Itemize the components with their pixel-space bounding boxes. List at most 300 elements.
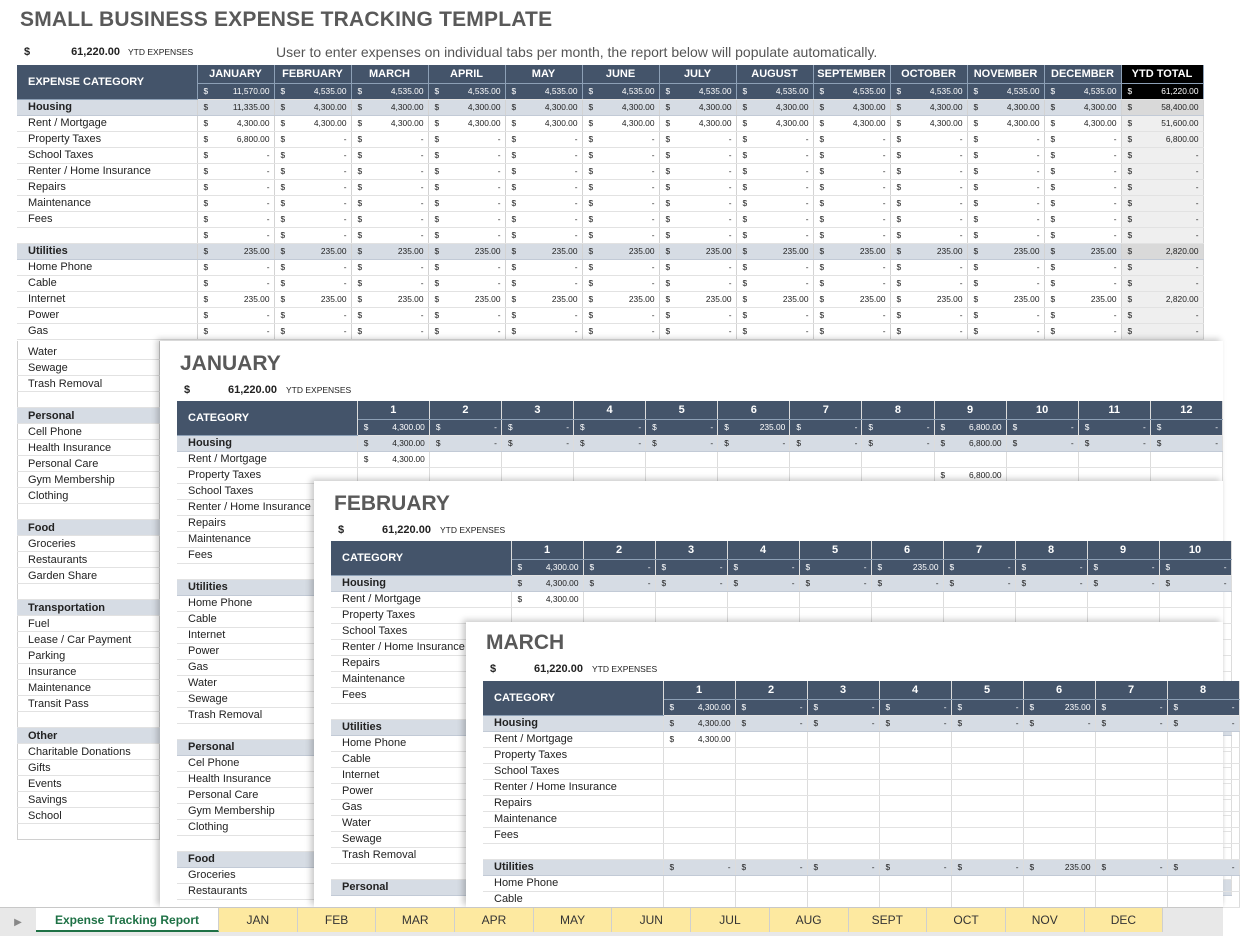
amount-cell[interactable] xyxy=(428,275,505,291)
amount-cell[interactable] xyxy=(727,575,799,591)
amount-cell[interactable] xyxy=(813,291,890,307)
amount-cell[interactable] xyxy=(1044,275,1121,291)
amount-cell[interactable] xyxy=(582,291,659,307)
amount-cell[interactable] xyxy=(890,115,967,131)
amount-cell[interactable] xyxy=(659,243,736,259)
amount-cell[interactable] xyxy=(505,99,582,115)
amount-cell[interactable] xyxy=(718,435,790,451)
day-total-cell[interactable] xyxy=(718,419,790,435)
ytd-cell[interactable] xyxy=(1121,115,1203,131)
amount-cell[interactable] xyxy=(967,243,1044,259)
amount-cell[interactable] xyxy=(274,163,351,179)
amount-cell[interactable] xyxy=(1044,291,1121,307)
amount-cell[interactable] xyxy=(197,307,274,323)
amount-cell[interactable] xyxy=(727,607,799,623)
amount-cell[interactable] xyxy=(1087,591,1159,607)
amount-cell[interactable] xyxy=(736,163,813,179)
amount-cell[interactable] xyxy=(951,747,1023,763)
amount-cell[interactable] xyxy=(735,811,807,827)
amount-cell[interactable] xyxy=(718,451,790,467)
amount-cell[interactable] xyxy=(890,131,967,147)
amount-cell[interactable] xyxy=(735,795,807,811)
amount-cell[interactable] xyxy=(574,435,646,451)
amount-cell[interactable] xyxy=(274,291,351,307)
amount-cell[interactable] xyxy=(951,859,1023,875)
amount-cell[interactable] xyxy=(1023,891,1095,907)
amount-cell[interactable] xyxy=(582,179,659,195)
amount-cell[interactable] xyxy=(1167,875,1239,891)
amount-cell[interactable] xyxy=(813,99,890,115)
amount-cell[interactable] xyxy=(428,163,505,179)
amount-cell[interactable] xyxy=(736,259,813,275)
amount-cell[interactable] xyxy=(357,435,429,451)
amount-cell[interactable] xyxy=(505,291,582,307)
amount-cell[interactable] xyxy=(967,211,1044,227)
amount-cell[interactable] xyxy=(582,163,659,179)
amount-cell[interactable] xyxy=(943,607,1015,623)
amount-cell[interactable] xyxy=(890,147,967,163)
amount-cell[interactable] xyxy=(879,795,951,811)
day-total-cell[interactable] xyxy=(1087,559,1159,575)
amount-cell[interactable] xyxy=(428,323,505,339)
tab-oct[interactable]: OCT xyxy=(927,908,1006,932)
amount-cell[interactable] xyxy=(274,323,351,339)
amount-cell[interactable] xyxy=(967,307,1044,323)
amount-cell[interactable] xyxy=(890,211,967,227)
amount-cell[interactable] xyxy=(663,875,735,891)
amount-cell[interactable] xyxy=(1095,891,1167,907)
ytd-cell[interactable] xyxy=(1121,99,1203,115)
amount-cell[interactable] xyxy=(659,179,736,195)
amount-cell[interactable] xyxy=(1044,259,1121,275)
day-total-cell[interactable] xyxy=(583,559,655,575)
amount-cell[interactable] xyxy=(1044,147,1121,163)
month-total-cell[interactable] xyxy=(351,83,428,99)
amount-cell[interactable] xyxy=(659,275,736,291)
amount-cell[interactable] xyxy=(505,307,582,323)
amount-cell[interactable] xyxy=(1167,731,1239,747)
amount-cell[interactable] xyxy=(197,131,274,147)
amount-cell[interactable] xyxy=(659,227,736,243)
amount-cell[interactable] xyxy=(879,875,951,891)
amount-cell[interactable] xyxy=(1167,811,1239,827)
amount-cell[interactable] xyxy=(1087,607,1159,623)
amount-cell[interactable] xyxy=(1095,795,1167,811)
amount-cell[interactable] xyxy=(967,195,1044,211)
ytd-cell[interactable] xyxy=(1121,259,1203,275)
amount-cell[interactable] xyxy=(505,131,582,147)
amount-cell[interactable] xyxy=(1167,891,1239,907)
amount-cell[interactable] xyxy=(511,591,583,607)
amount-cell[interactable] xyxy=(197,243,274,259)
tab-jun[interactable]: JUN xyxy=(612,908,691,932)
amount-cell[interactable] xyxy=(429,435,501,451)
amount-cell[interactable] xyxy=(501,435,573,451)
amount-cell[interactable] xyxy=(582,227,659,243)
amount-cell[interactable] xyxy=(1015,607,1087,623)
amount-cell[interactable] xyxy=(1167,747,1239,763)
amount-cell[interactable] xyxy=(583,607,655,623)
day-total-cell[interactable] xyxy=(807,699,879,715)
amount-cell[interactable] xyxy=(582,243,659,259)
amount-cell[interactable] xyxy=(1023,715,1095,731)
day-total-cell[interactable] xyxy=(501,419,573,435)
amount-cell[interactable] xyxy=(736,323,813,339)
amount-cell[interactable] xyxy=(735,747,807,763)
amount-cell[interactable] xyxy=(879,843,951,859)
tab-nov[interactable]: NOV xyxy=(1006,908,1085,932)
amount-cell[interactable] xyxy=(351,147,428,163)
amount-cell[interactable] xyxy=(879,891,951,907)
amount-cell[interactable] xyxy=(1150,451,1222,467)
day-total-cell[interactable] xyxy=(1078,419,1150,435)
amount-cell[interactable] xyxy=(879,779,951,795)
amount-cell[interactable] xyxy=(582,323,659,339)
amount-cell[interactable] xyxy=(967,131,1044,147)
amount-cell[interactable] xyxy=(1044,211,1121,227)
amount-cell[interactable] xyxy=(511,575,583,591)
month-total-cell[interactable] xyxy=(582,83,659,99)
amount-cell[interactable] xyxy=(736,179,813,195)
amount-cell[interactable] xyxy=(735,731,807,747)
amount-cell[interactable] xyxy=(967,99,1044,115)
amount-cell[interactable] xyxy=(274,131,351,147)
amount-cell[interactable] xyxy=(663,747,735,763)
ytd-cell[interactable] xyxy=(1121,275,1203,291)
amount-cell[interactable] xyxy=(582,115,659,131)
day-total-cell[interactable] xyxy=(799,559,871,575)
amount-cell[interactable] xyxy=(813,163,890,179)
amount-cell[interactable] xyxy=(813,259,890,275)
amount-cell[interactable] xyxy=(274,307,351,323)
amount-cell[interactable] xyxy=(807,827,879,843)
amount-cell[interactable] xyxy=(274,147,351,163)
amount-cell[interactable] xyxy=(871,607,943,623)
amount-cell[interactable] xyxy=(951,827,1023,843)
amount-cell[interactable] xyxy=(890,259,967,275)
month-total-cell[interactable] xyxy=(736,83,813,99)
amount-cell[interactable] xyxy=(951,795,1023,811)
amount-cell[interactable] xyxy=(1044,163,1121,179)
amount-cell[interactable] xyxy=(1044,227,1121,243)
day-total-cell[interactable] xyxy=(1006,419,1078,435)
amount-cell[interactable] xyxy=(967,147,1044,163)
amount-cell[interactable] xyxy=(1023,843,1095,859)
amount-cell[interactable] xyxy=(428,307,505,323)
amount-cell[interactable] xyxy=(428,259,505,275)
amount-cell[interactable] xyxy=(1044,179,1121,195)
ytd-cell[interactable] xyxy=(1121,131,1203,147)
amount-cell[interactable] xyxy=(659,163,736,179)
amount-cell[interactable] xyxy=(951,843,1023,859)
month-total-cell[interactable] xyxy=(428,83,505,99)
amount-cell[interactable] xyxy=(428,227,505,243)
amount-cell[interactable] xyxy=(274,99,351,115)
amount-cell[interactable] xyxy=(351,323,428,339)
amount-cell[interactable] xyxy=(428,211,505,227)
day-total-cell[interactable] xyxy=(943,559,1015,575)
amount-cell[interactable] xyxy=(951,731,1023,747)
amount-cell[interactable] xyxy=(1087,575,1159,591)
month-total-cell[interactable] xyxy=(1044,83,1121,99)
day-total-cell[interactable] xyxy=(663,699,735,715)
amount-cell[interactable] xyxy=(274,195,351,211)
amount-cell[interactable] xyxy=(274,227,351,243)
day-total-cell[interactable] xyxy=(951,699,1023,715)
amount-cell[interactable] xyxy=(197,115,274,131)
amount-cell[interactable] xyxy=(351,259,428,275)
amount-cell[interactable] xyxy=(197,179,274,195)
amount-cell[interactable] xyxy=(736,291,813,307)
ytd-cell[interactable] xyxy=(1121,323,1203,339)
ytd-cell[interactable] xyxy=(1121,211,1203,227)
amount-cell[interactable] xyxy=(1023,731,1095,747)
amount-cell[interactable] xyxy=(1095,843,1167,859)
amount-cell[interactable] xyxy=(1167,715,1239,731)
amount-cell[interactable] xyxy=(890,275,967,291)
amount-cell[interactable] xyxy=(663,811,735,827)
amount-cell[interactable] xyxy=(351,291,428,307)
amount-cell[interactable] xyxy=(890,291,967,307)
amount-cell[interactable] xyxy=(799,591,871,607)
amount-cell[interactable] xyxy=(663,715,735,731)
amount-cell[interactable] xyxy=(646,435,718,451)
amount-cell[interactable] xyxy=(582,147,659,163)
amount-cell[interactable] xyxy=(351,163,428,179)
amount-cell[interactable] xyxy=(727,591,799,607)
amount-cell[interactable] xyxy=(574,451,646,467)
amount-cell[interactable] xyxy=(879,763,951,779)
amount-cell[interactable] xyxy=(1015,575,1087,591)
month-total-cell[interactable] xyxy=(197,83,274,99)
amount-cell[interactable] xyxy=(879,827,951,843)
amount-cell[interactable] xyxy=(807,747,879,763)
amount-cell[interactable] xyxy=(505,179,582,195)
month-total-cell[interactable] xyxy=(274,83,351,99)
amount-cell[interactable] xyxy=(197,195,274,211)
amount-cell[interactable] xyxy=(951,891,1023,907)
amount-cell[interactable] xyxy=(813,195,890,211)
day-total-cell[interactable] xyxy=(1150,419,1222,435)
amount-cell[interactable] xyxy=(659,291,736,307)
amount-cell[interactable] xyxy=(1159,575,1231,591)
amount-cell[interactable] xyxy=(1167,827,1239,843)
amount-cell[interactable] xyxy=(879,731,951,747)
amount-cell[interactable] xyxy=(1023,763,1095,779)
amount-cell[interactable] xyxy=(1023,795,1095,811)
tab-dec[interactable]: DEC xyxy=(1085,908,1164,932)
amount-cell[interactable] xyxy=(663,795,735,811)
amount-cell[interactable] xyxy=(663,763,735,779)
day-total-cell[interactable] xyxy=(1167,699,1239,715)
day-total-cell[interactable] xyxy=(862,419,934,435)
amount-cell[interactable] xyxy=(1044,323,1121,339)
amount-cell[interactable] xyxy=(659,307,736,323)
amount-cell[interactable] xyxy=(807,875,879,891)
amount-cell[interactable] xyxy=(582,195,659,211)
amount-cell[interactable] xyxy=(807,811,879,827)
tab-sept[interactable]: SEPT xyxy=(849,908,928,932)
amount-cell[interactable] xyxy=(1095,731,1167,747)
amount-cell[interactable] xyxy=(351,99,428,115)
amount-cell[interactable] xyxy=(659,115,736,131)
amount-cell[interactable] xyxy=(351,115,428,131)
month-total-cell[interactable] xyxy=(505,83,582,99)
ytd-cell[interactable] xyxy=(1121,227,1203,243)
amount-cell[interactable] xyxy=(951,715,1023,731)
amount-cell[interactable] xyxy=(879,859,951,875)
ytd-cell[interactable] xyxy=(1121,147,1203,163)
amount-cell[interactable] xyxy=(583,575,655,591)
amount-cell[interactable] xyxy=(197,163,274,179)
amount-cell[interactable] xyxy=(1023,859,1095,875)
amount-cell[interactable] xyxy=(735,827,807,843)
amount-cell[interactable] xyxy=(505,115,582,131)
amount-cell[interactable] xyxy=(505,163,582,179)
amount-cell[interactable] xyxy=(1023,827,1095,843)
amount-cell[interactable] xyxy=(197,259,274,275)
amount-cell[interactable] xyxy=(582,99,659,115)
amount-cell[interactable] xyxy=(505,227,582,243)
amount-cell[interactable] xyxy=(428,147,505,163)
amount-cell[interactable] xyxy=(659,131,736,147)
amount-cell[interactable] xyxy=(1167,859,1239,875)
amount-cell[interactable] xyxy=(505,275,582,291)
amount-cell[interactable] xyxy=(890,323,967,339)
amount-cell[interactable] xyxy=(351,179,428,195)
amount-cell[interactable] xyxy=(274,243,351,259)
day-total-cell[interactable] xyxy=(574,419,646,435)
tab-feb[interactable]: FEB xyxy=(298,908,377,932)
day-total-cell[interactable] xyxy=(1095,699,1167,715)
amount-cell[interactable] xyxy=(890,195,967,211)
amount-cell[interactable] xyxy=(274,275,351,291)
amount-cell[interactable] xyxy=(735,859,807,875)
amount-cell[interactable] xyxy=(1044,99,1121,115)
amount-cell[interactable] xyxy=(890,179,967,195)
amount-cell[interactable] xyxy=(663,843,735,859)
amount-cell[interactable] xyxy=(943,591,1015,607)
amount-cell[interactable] xyxy=(511,607,583,623)
amount-cell[interactable] xyxy=(879,715,951,731)
amount-cell[interactable] xyxy=(736,243,813,259)
amount-cell[interactable] xyxy=(1044,195,1121,211)
amount-cell[interactable] xyxy=(1015,591,1087,607)
amount-cell[interactable] xyxy=(1159,591,1231,607)
amount-cell[interactable] xyxy=(736,275,813,291)
amount-cell[interactable] xyxy=(1167,795,1239,811)
amount-cell[interactable] xyxy=(735,891,807,907)
amount-cell[interactable] xyxy=(1095,779,1167,795)
amount-cell[interactable] xyxy=(879,811,951,827)
amount-cell[interactable] xyxy=(951,763,1023,779)
day-total-cell[interactable] xyxy=(790,419,862,435)
amount-cell[interactable] xyxy=(197,275,274,291)
amount-cell[interactable] xyxy=(197,99,274,115)
amount-cell[interactable] xyxy=(813,243,890,259)
amount-cell[interactable] xyxy=(790,435,862,451)
amount-cell[interactable] xyxy=(862,451,934,467)
ytd-cell[interactable] xyxy=(1121,195,1203,211)
amount-cell[interactable] xyxy=(1095,875,1167,891)
day-total-cell[interactable] xyxy=(357,419,429,435)
amount-cell[interactable] xyxy=(351,211,428,227)
amount-cell[interactable] xyxy=(736,131,813,147)
day-total-cell[interactable] xyxy=(735,699,807,715)
amount-cell[interactable] xyxy=(736,211,813,227)
amount-cell[interactable] xyxy=(813,275,890,291)
ytd-cell[interactable] xyxy=(1121,291,1203,307)
amount-cell[interactable] xyxy=(1167,763,1239,779)
day-total-cell[interactable] xyxy=(879,699,951,715)
amount-cell[interactable] xyxy=(1159,607,1231,623)
tab-aug[interactable]: AUG xyxy=(770,908,849,932)
day-total-cell[interactable] xyxy=(429,419,501,435)
ytd-cell[interactable] xyxy=(1121,179,1203,195)
day-total-cell[interactable] xyxy=(727,559,799,575)
amount-cell[interactable] xyxy=(736,307,813,323)
amount-cell[interactable] xyxy=(428,291,505,307)
amount-cell[interactable] xyxy=(799,575,871,591)
amount-cell[interactable] xyxy=(807,843,879,859)
amount-cell[interactable] xyxy=(890,99,967,115)
amount-cell[interactable] xyxy=(351,195,428,211)
amount-cell[interactable] xyxy=(197,227,274,243)
amount-cell[interactable] xyxy=(351,307,428,323)
amount-cell[interactable] xyxy=(862,435,934,451)
amount-cell[interactable] xyxy=(735,715,807,731)
amount-cell[interactable] xyxy=(967,291,1044,307)
amount-cell[interactable] xyxy=(659,195,736,211)
tab-expense-tracking-report[interactable]: Expense Tracking Report xyxy=(36,908,219,932)
month-total-cell[interactable] xyxy=(967,83,1044,99)
day-total-cell[interactable] xyxy=(934,419,1006,435)
amount-cell[interactable] xyxy=(807,795,879,811)
amount-cell[interactable] xyxy=(1044,243,1121,259)
tab-apr[interactable]: APR xyxy=(455,908,534,932)
amount-cell[interactable] xyxy=(428,131,505,147)
amount-cell[interactable] xyxy=(351,275,428,291)
amount-cell[interactable] xyxy=(1078,435,1150,451)
amount-cell[interactable] xyxy=(274,115,351,131)
amount-cell[interactable] xyxy=(813,307,890,323)
amount-cell[interactable] xyxy=(351,227,428,243)
amount-cell[interactable] xyxy=(967,163,1044,179)
amount-cell[interactable] xyxy=(197,291,274,307)
amount-cell[interactable] xyxy=(655,591,727,607)
amount-cell[interactable] xyxy=(1095,811,1167,827)
amount-cell[interactable] xyxy=(357,451,429,467)
amount-cell[interactable] xyxy=(967,179,1044,195)
amount-cell[interactable] xyxy=(582,275,659,291)
day-total-cell[interactable] xyxy=(646,419,718,435)
amount-cell[interactable] xyxy=(943,575,1015,591)
tab-scroll-icon[interactable]: ▶ xyxy=(14,916,22,928)
amount-cell[interactable] xyxy=(505,243,582,259)
day-total-cell[interactable] xyxy=(1159,559,1231,575)
amount-cell[interactable] xyxy=(1044,131,1121,147)
amount-cell[interactable] xyxy=(890,243,967,259)
amount-cell[interactable] xyxy=(813,115,890,131)
amount-cell[interactable] xyxy=(505,323,582,339)
amount-cell[interactable] xyxy=(659,99,736,115)
amount-cell[interactable] xyxy=(807,779,879,795)
amount-cell[interactable] xyxy=(1044,115,1121,131)
amount-cell[interactable] xyxy=(1150,435,1222,451)
amount-cell[interactable] xyxy=(582,131,659,147)
amount-cell[interactable] xyxy=(505,259,582,275)
amount-cell[interactable] xyxy=(1095,715,1167,731)
